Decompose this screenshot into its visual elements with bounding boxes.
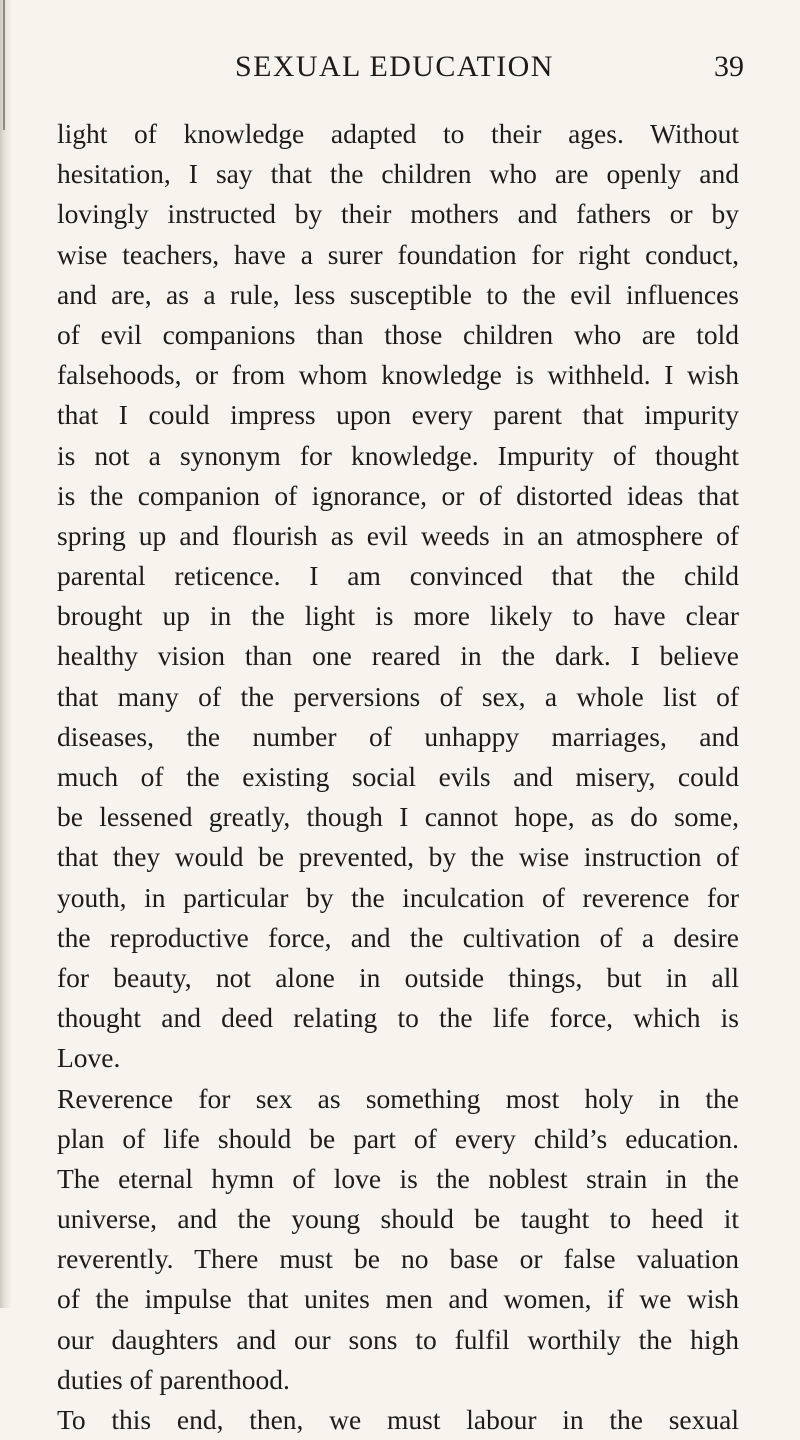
text-line: plan of life should be part of every child’s education.: [57, 1122, 739, 1154]
text-line: hesitation, I say that the children who are openly and: [57, 158, 739, 190]
text-line: healthy vision than one reared in the dark. I believe: [57, 640, 739, 672]
text-line: youth, in particular by the inculcation of reverence for: [57, 881, 739, 913]
running-head: SEXUAL EDUCATION: [235, 50, 554, 83]
text-line: thought and deed relating to the life force, which is: [57, 1002, 739, 1034]
text-line: Reverence for sex as something most holy in the: [57, 1082, 739, 1114]
text-line: that many of the perversions of sex, a whole list of: [57, 680, 739, 712]
text-line: is not a synonym for knowledge. Impurity of thought: [57, 439, 739, 471]
text-line: duties of parenthood.: [57, 1363, 290, 1395]
text-line: of the impulse that unites men and women, if we wish: [57, 1283, 739, 1315]
text-line: our daughters and our sons to fulfil worthily the high: [57, 1323, 739, 1355]
text-line: universe, and the young should be taught to heed it: [57, 1203, 739, 1235]
text-line: wise teachers, have a surer foundation for right conduct,: [57, 238, 739, 270]
page-number: 39: [714, 50, 744, 83]
text-line: light of knowledge adapted to their ages. Without: [57, 118, 739, 149]
text-line: falsehoods, or from whom knowledge is withheld. I wish: [57, 359, 739, 391]
page-binding-edge: [0, 0, 12, 1308]
text-line: for beauty, not alone in outside things, but in all: [57, 961, 739, 993]
text-line: The eternal hymn of love is the noblest strain in the: [57, 1162, 739, 1194]
text-line: is the companion of ignorance, or of distorted ideas that: [57, 479, 739, 511]
text-line: lovingly instructed by their mothers and fathers or by: [57, 198, 739, 230]
text-line: To this end, then, we must labour in the sexual: [57, 1404, 739, 1435]
text-line: be lessened greatly, though I cannot hope, as do some,: [57, 801, 739, 833]
text-line: diseases, the number of unhappy marriages, and: [57, 720, 739, 752]
text-line: brought up in the light is more likely to have clear: [57, 600, 739, 632]
text-line: parental reticence. I am convinced that the child: [57, 560, 739, 592]
text-line: much of the existing social evils and misery, could: [57, 761, 739, 792]
text-line: and are, as a rule, less susceptible to the evil influences: [57, 278, 739, 310]
text-line: spring up and flourish as evil weeds in an atmosphere of: [57, 519, 739, 551]
body-text: [57, 114, 739, 1440]
text-line: the reproductive force, and the cultivation of a desire: [57, 921, 739, 953]
text-line: of evil companions than those children who are told: [57, 318, 739, 350]
text-line: that they would be prevented, by the wise instruction of: [57, 841, 739, 873]
text-line: that I could impress upon every parent that impurity: [57, 399, 739, 431]
text-line: reverently. There must be no base or false valuation: [57, 1243, 739, 1275]
text-line: Love.: [57, 1042, 121, 1074]
page-header: [0, 30, 800, 90]
